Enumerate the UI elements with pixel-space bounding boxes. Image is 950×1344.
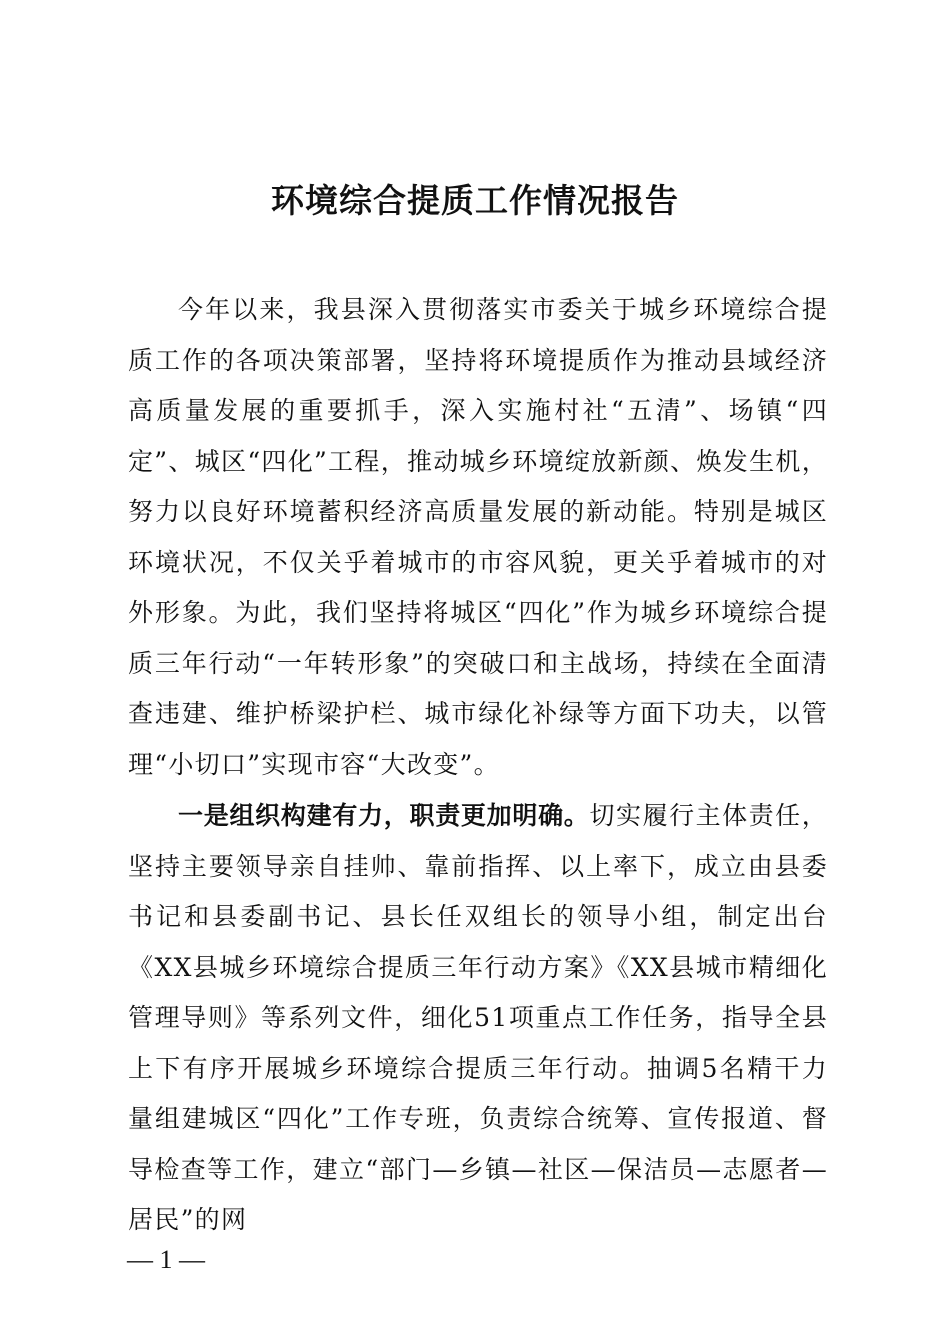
paragraph-text: 今年以来，我县深入贯彻落实市委关于城乡环境综合提质工作的各项决策部署，坚持将环境提质作为推动县域经济高质量发展的重要抓手，深入实施村社“五清”、场镇“四定”、城区“四化”工程，推动城乡环境绽放新颜、焕发生机，努力以良好环境蓄积经济高质量发展的新动能。特别是城区环境状况，不仅关乎着城市的市容风貌，更关乎着城市的对外形象。为此，我们坚持将城区“四化”作为城乡环境综合提质三年行动“一年转形象”的突破口和主战场，持续在全面清查违建、维护桥梁护栏、城市绿化补绿等方面下功夫，以管理“小切口”实现市容“大改变”。 <box>128 295 828 779</box>
paragraph-intro <box>128 285 828 790</box>
paragraph-section-one <box>128 791 828 1246</box>
page-number: — 1 — <box>127 1245 205 1274</box>
paragraph-lead-heading: 一是组织构建有力，职责更加明确。 <box>178 801 590 830</box>
page-title: 环境综合提质工作情况报告 <box>271 181 679 220</box>
paragraph-text: 切实履行主体责任，坚持主要领导亲自挂帅、靠前指挥、以上率下，成立由县委书记和县委副书记、县长任双组长的领导小组，制定出台《XX县城乡环境综合提质三年行动方案》《XX县城市精细化管理导则》等系列文件，细化51项重点工作任务，指导全县上下有序开展城乡环境综合提质三年行动。抽调5名精干力量组建城区“四化”工作专班，负责综合统筹、宣传报道、督导检查等工作，建立“部门—乡镇—社区—保洁员—志愿者—居民”的网 <box>128 801 828 1234</box>
document-body <box>128 285 828 1246</box>
